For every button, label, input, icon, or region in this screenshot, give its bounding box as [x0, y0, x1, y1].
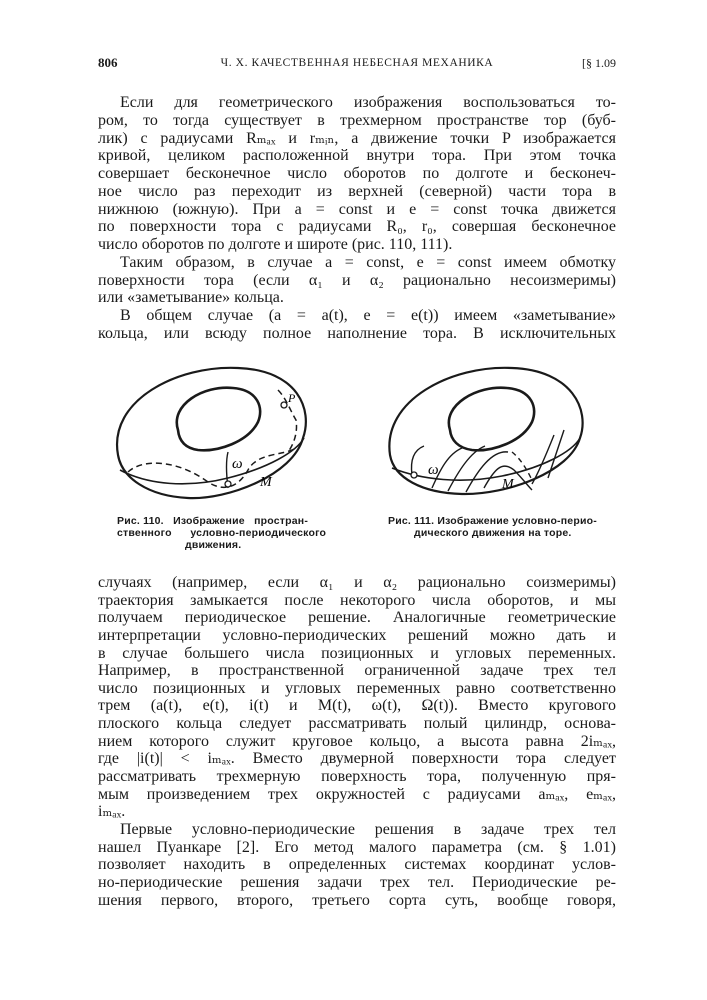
caption-line: дического движения на торе. [414, 527, 572, 539]
text-line: позволяет находить в определенных системах координат услов- [98, 856, 616, 874]
text-line: Таким образом, в случае a = const, e = const имеем обмотку [120, 253, 616, 271]
text-line: ное число раз переходит из верхней (северной) части тора в [98, 182, 616, 200]
text-line: совершает бесконечное число оборотов по долготе и бесконеч- [98, 165, 616, 182]
text-line: В общем случае (a = a(t), e = e(t)) имеем «заметывание» [120, 307, 616, 324]
figure-111-caption [388, 515, 613, 539]
caption-line: движения. [185, 539, 242, 551]
text-line: плоского кольца следует рассматривать полый цилиндр, основа- [98, 715, 616, 733]
text-line: лик) с радиусами Rₘₐₓ и rₘᵢₙ, а движение точки P изображается [98, 129, 616, 147]
page-number: 806 [98, 55, 118, 70]
text-line: Если для геометрического изображения воспользоваться то- [120, 94, 616, 111]
omega-label: ω [232, 456, 243, 472]
text-line: траектория замыкается после некоторого числа оборотов, и мы [98, 591, 616, 609]
text-line: нижнюю (южную). При a = const и e = const точка движется [98, 200, 616, 218]
text-line: число позиционных и угловых переменных равно соответственно [98, 679, 616, 697]
text-line: получаем периодическое решение. Аналогичные геометрические [98, 609, 616, 627]
text-line: Первые условно-периодические решения в задаче трех тел [120, 820, 616, 838]
m-label: M [502, 477, 514, 492]
running-title: Ч. X. КАЧЕСТВЕННАЯ НЕБЕСНАЯ МЕХАНИКА [220, 57, 494, 69]
text-line: трем (a(t), e(t), i(t) и M(t), ω(t), Ω(t)). Вместо кругового [98, 697, 616, 715]
caption-line: Рис. 111. Изображение условно-перио- [388, 515, 597, 527]
text-line: iₘₐₓ. [98, 803, 126, 821]
text-line: нием которого служит круговое кольцо, а высота равна 2iₘₐₓ, [98, 732, 616, 750]
text-line: но-периодические решения задачи трех тел. Периодические ре- [98, 873, 616, 891]
text-line: мым произведением трех окружностей с радиусами aₘₐₓ, eₘₐₓ, [98, 785, 616, 803]
text-line: по поверхности тора с радиусами R₀, r₀, совершая бесконечное [98, 218, 616, 236]
text-line: шения первого, второго, третьего сорта суть, вообще говоря, [98, 891, 616, 909]
caption-line: ственного условно-периодического [117, 527, 327, 539]
omega-label: ω [428, 462, 439, 478]
caption-line: Рис. 110. Изображение простран- [117, 515, 309, 527]
text-line: поверхности тора (если α₁ и α₂ рационально несоизмеримы) [98, 271, 616, 289]
text-line: кривой, целиком расположенной внутри тора. При этом точка [98, 147, 616, 165]
bottom-text-block [98, 574, 616, 909]
text-line: где |i(t)| < iₘₐₓ. Вместо двумерной поверхности тора следует [98, 750, 616, 768]
m-label: M [260, 475, 272, 490]
section-number: [§ 1.09 [582, 56, 616, 70]
page-header [98, 55, 616, 73]
text-line: нашел Пуанкаре [2]. Его метод малого параметра (см. § 1.01) [98, 838, 616, 856]
figure-111-torus-diagram [382, 360, 597, 505]
text-line: случаях (например, если α₁ и α₂ рационально соизмеримы) [98, 574, 616, 591]
figure-110-torus-diagram [108, 360, 318, 510]
text-line: рассматривать трехмерную поверхность тора, полученную пря- [98, 768, 616, 786]
top-text-block [98, 94, 616, 343]
text-line: число оборотов по долготе и широте (рис. 110, 111). [98, 236, 453, 253]
text-line: в случае большего числа позиционных и угловых переменных. [98, 644, 616, 662]
text-line: или «заметывание» кольца. [98, 289, 284, 307]
p-label: P [288, 391, 296, 405]
figure-110-caption [117, 515, 332, 551]
text-line: Например, в пространственной ограниченной задаче трех тел [98, 662, 616, 680]
text-line: кольца, или всюду полное наполнение тора. В исключительных [98, 324, 616, 342]
text-line: ром, то тогда существует в трехмерном пространстве тор (буб- [98, 111, 616, 129]
text-line: интерпретации условно-периодических решений можно дать и [98, 626, 616, 644]
